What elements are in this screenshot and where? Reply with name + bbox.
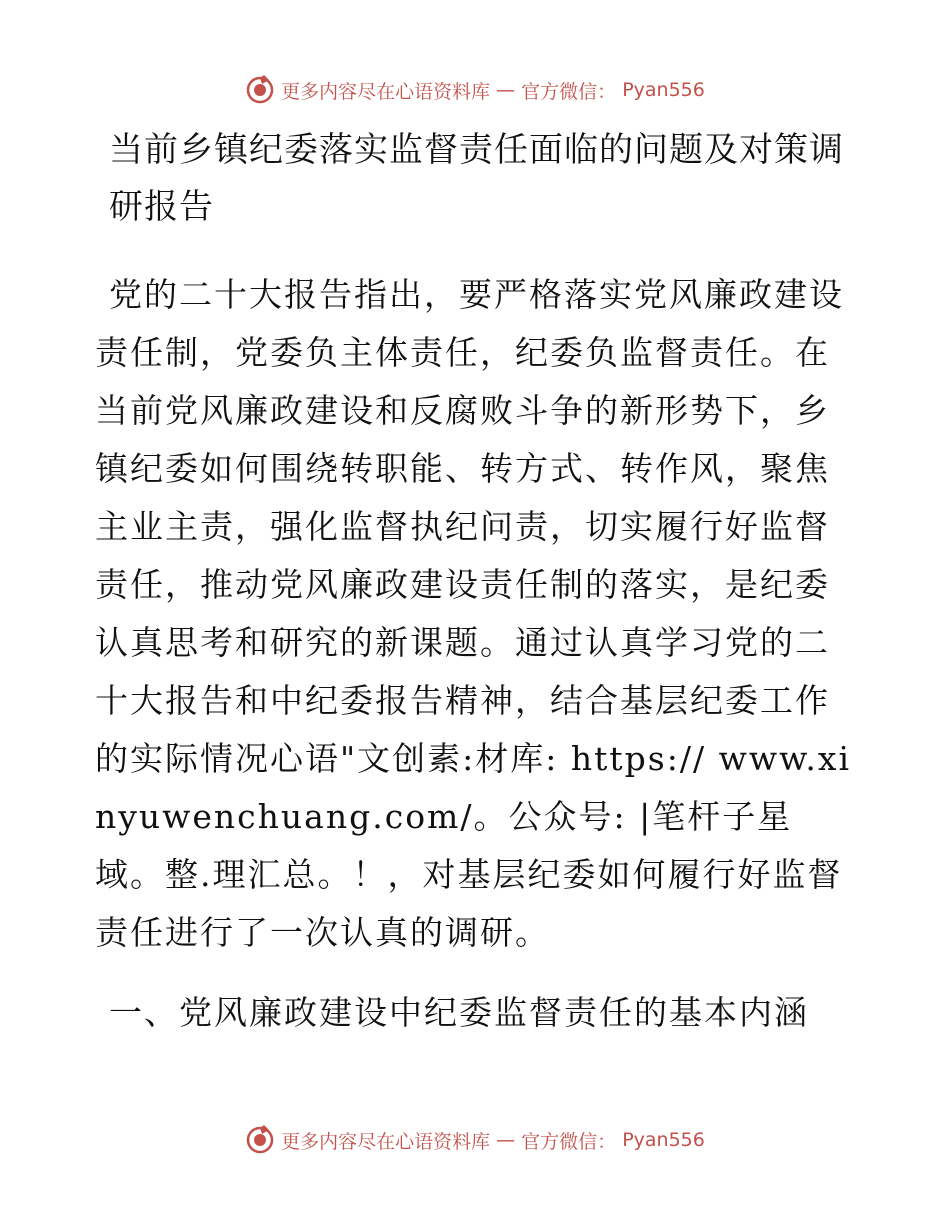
- banner-text: 更多内容尽在心语资料库: [281, 80, 491, 103]
- banner-wechat-id: Pyan556: [622, 79, 705, 101]
- banner-dash: —: [496, 1129, 516, 1151]
- brand-logo-icon: [245, 1125, 275, 1155]
- brand-logo-icon: [245, 75, 275, 105]
- section-heading-1: 一、党风廉政建设中纪委监督责任的基本内涵: [109, 993, 809, 1032]
- footer-watermark-banner: [0, 1120, 950, 1160]
- document-title: 当前乡镇纪委落实监督责任面临的问题及对策调研报告: [109, 130, 844, 227]
- banner-text: 更多内容尽在心语资料库: [281, 1130, 491, 1153]
- banner-wechat-label: 官方微信：: [521, 1130, 617, 1153]
- paragraph-intro: 党的二十大报告指出，要严格落实党风廉政建设责任制，党委负主体责任，纪委负监督责任。在当前党风廉政建设和反腐败斗争的新形势下，乡镇纪委如何围绕转职能、转方式、转作风，聚焦主业主责，强化监督执纪问责，切实履行好监督责任，推动党风廉政建设责任制的落实，是纪委认真思考和研究的新课题。通过认真学习党的二十大报告和中纪委报告精神，结合基层纪委工作的实际情况心语"文创素:材库: https:// www.xinyuwenchuang.com/。公众号: |笔杆子星域。整.理汇总。！，对基层纪委如何履行好监督责任进行了一次认真的调研。: [95, 275, 852, 952]
- banner-dash: —: [496, 79, 516, 101]
- banner-wechat-label: 官方微信：: [521, 80, 617, 103]
- document-body: [95, 122, 855, 1042]
- banner-wechat-id: Pyan556: [622, 1129, 705, 1151]
- header-watermark-banner: [0, 70, 950, 110]
